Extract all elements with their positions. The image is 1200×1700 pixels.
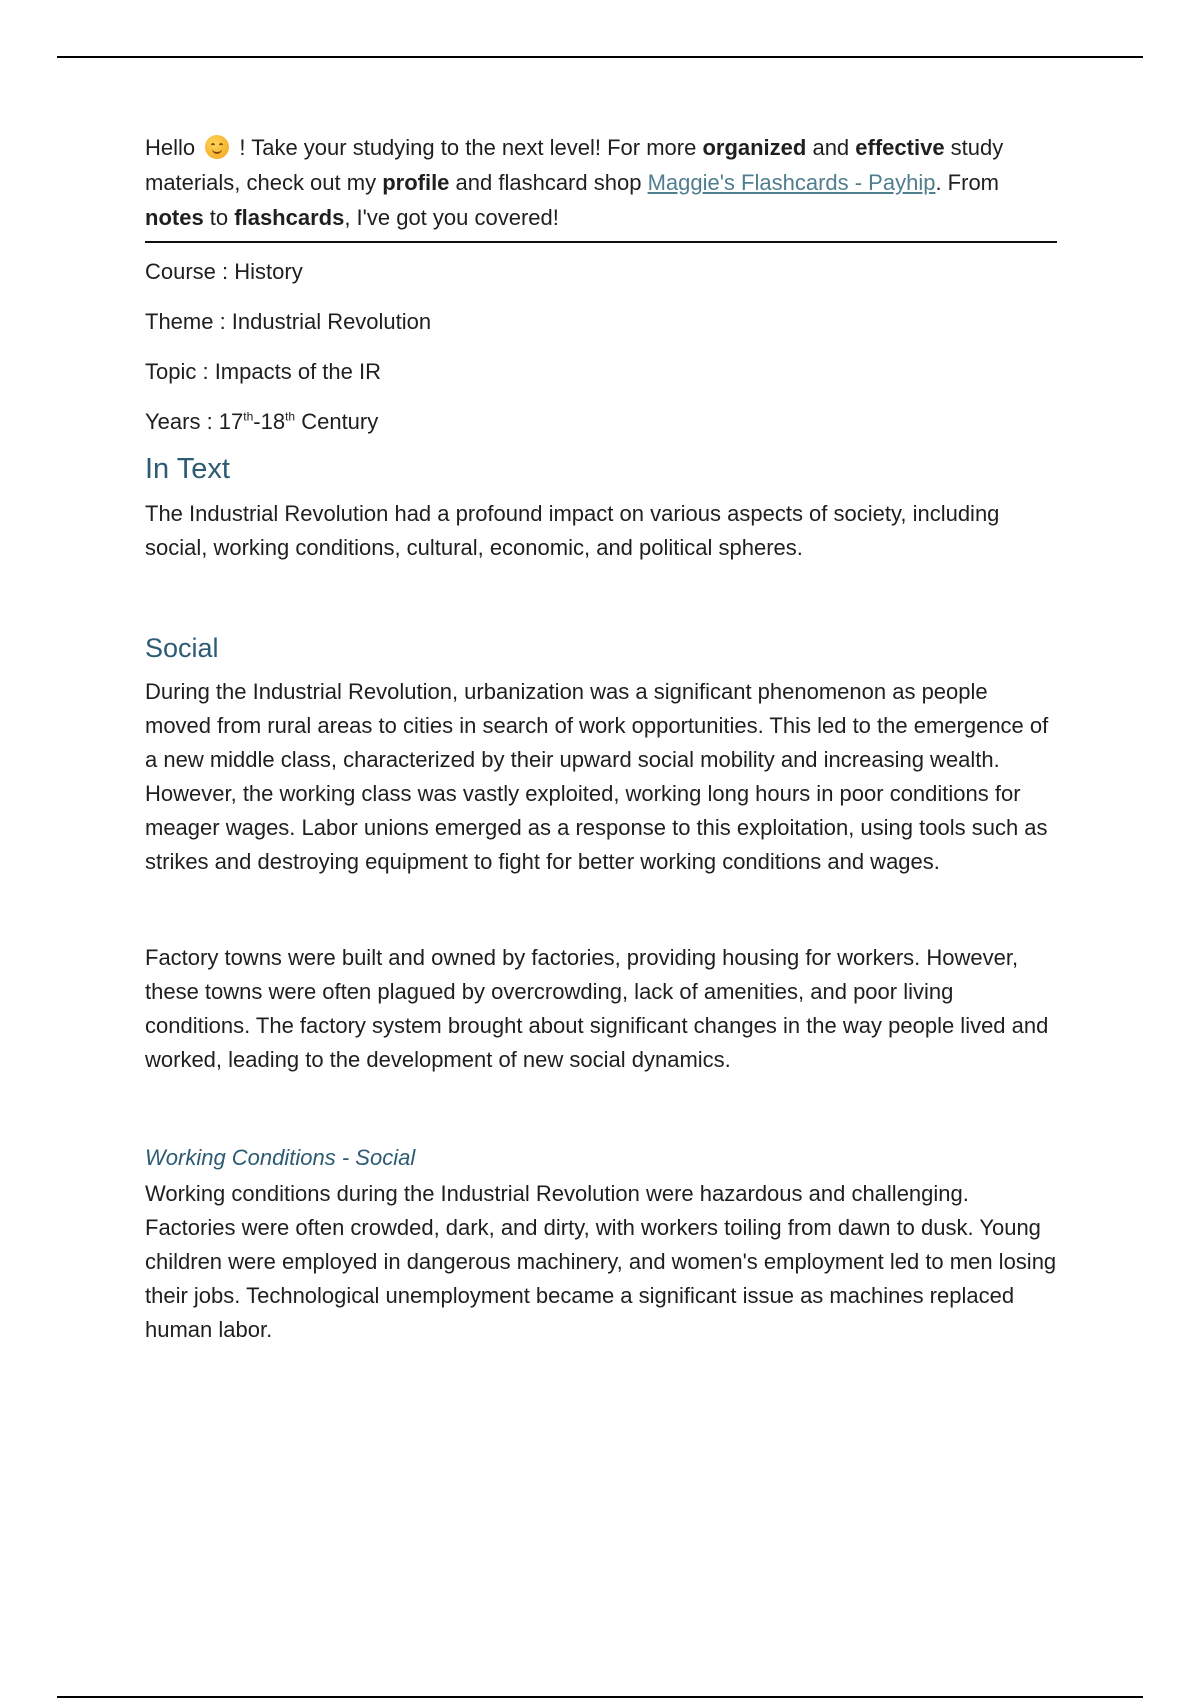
bottom-page-rule [57,1696,1143,1698]
heading-social: Social [145,633,219,663]
years-superscript: th [243,409,254,424]
flashcards-shop-link[interactable]: Maggie's Flashcards - Payhip [647,170,936,195]
intro-text: ! Take your studying to the next level! For more [239,135,703,160]
theme-line: Theme : Industrial Revolution [145,309,432,334]
intro-bold-flashcards: flashcards [234,205,345,230]
topic-line: Topic : Impacts of the IR [145,359,381,384]
intro-text: . From [935,170,1000,195]
top-page-rule [57,56,1143,58]
document-body [145,130,1057,1347]
intext-paragraph: The Industrial Revolution had a profound impact on various aspects of society, including social, working conditions, cultural, economic, and political spheres. [145,501,1000,560]
intro-paragraph [145,130,1057,243]
smiling-face-icon [205,135,229,159]
years-line [145,407,1057,437]
intro-text: to [203,205,235,230]
course-metadata [145,257,1057,437]
intro-hello: Hello [145,135,196,160]
intro-bold-effective: effective [855,135,945,160]
intro-bold-organized: organized [702,135,807,160]
social-paragraph-2: Factory towns were built and owned by factories, providing housing for workers. However, these towns were often plagued by overcrowding, lack of amenities, and poor living conditions. The factory system brought about significant changes in the way people lived and worked, leading to the development of new social dynamics. [145,945,1049,1072]
intro-text: , I've got you covered! [344,205,559,230]
years-mid: -18 [253,409,286,434]
intro-text: and [806,135,856,160]
intro-bold-profile: profile [382,170,450,195]
intro-text: study materials, check out my [145,135,1004,195]
intro-bold-notes: notes [145,205,204,230]
intro-text: and flashcard shop [449,170,648,195]
course-line: Course : History [145,259,303,284]
working-conditions-paragraph: Working conditions during the Industrial Revolution were hazardous and challenging. Factories were often crowded, dark, and dirty, with workers toiling from dawn to dusk. Young children were employed in dangerous machinery, and women's employment led to men losing their jobs. Technological unemployment became a significant issue as machines replaced human labor. [145,1181,1057,1342]
years-superscript: th [285,409,296,424]
heading-in-text: In Text [145,453,230,485]
heading-working-conditions: Working Conditions - Social [145,1145,416,1170]
years-prefix: Years : 17 [145,409,244,434]
social-paragraph-1: During the Industrial Revolution, urbanization was a significant phenomenon as people moved from rural areas to cities in search of work opportunities. This led to the emergence of a new middle class, characterized by their upward social mobility and increasing wealth. However, the working class was vastly exploited, working long hours in poor conditions for meager wages. Labor unions emerged as a response to this exploitation, using tools such as strikes and destroying equipment to fight for better working conditions and wages. [145,679,1049,874]
years-suffix: Century [295,409,379,434]
